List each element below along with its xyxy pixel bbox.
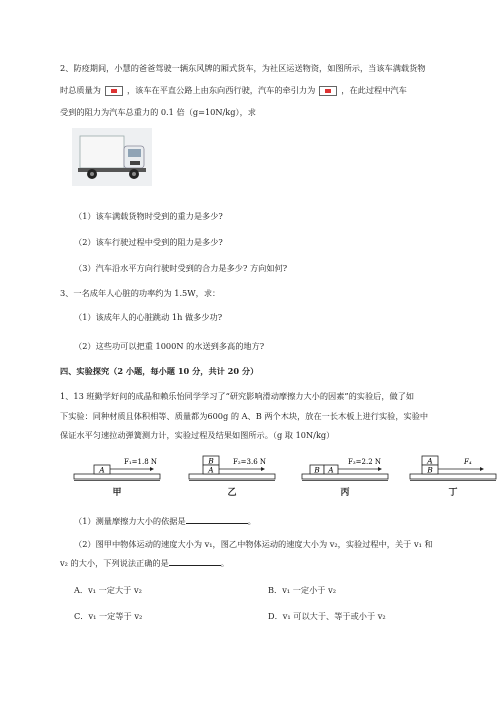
- q3-line1: 3、一名成年人心脏的功率约为 1.5W，求：: [60, 288, 221, 298]
- figure-ding: [408, 452, 498, 496]
- exp1-sub1: [74, 514, 256, 527]
- exp1-sub2-line1: （2）图甲中物体运动的速度大小为 v₁，图乙中物体运动的速度大小为 v₂，实验过程中，关于 v₁ 和: [74, 539, 433, 549]
- q2-line3: 受到的阻力为汽车总重力的 0.1 倍（g=10N/kg），求: [60, 107, 256, 117]
- q2-sub1: （1）该车满载货物时受到的重力是多少?: [74, 211, 223, 221]
- q2-line2-part2: ，该车在平直公路上由东向西行驶，汽车的牵引力为: [126, 85, 316, 95]
- answer-blank-2[interactable]: [169, 556, 221, 566]
- block-a: A: [427, 456, 433, 466]
- figure-bing: [300, 452, 390, 496]
- answer-blank-1[interactable]: [186, 514, 248, 524]
- q3-sub1: （1）该成年人的心脏跳动 1h 做多少功?: [74, 312, 223, 322]
- force-label: F₄: [464, 458, 472, 466]
- block-b: B: [208, 456, 214, 466]
- figure-label-bing: 丙: [340, 488, 350, 498]
- exp1-sub2-text: v₂ 的大小，下列说法正确的是: [60, 558, 169, 568]
- exp1-sub2-line2: [60, 556, 229, 569]
- exp1-line2: 下实验：同种材质且体积相等、质量都为600g 的 A、B 两个木块，放在一长木板上进行实验，实验中: [60, 411, 429, 421]
- block-a: A: [99, 465, 105, 475]
- force-label: F₃=2.2 N: [348, 458, 382, 466]
- option-a[interactable]: A．v₁ 一定大于 v₂: [74, 585, 142, 595]
- q2-sub2: （2）该车行驶过程中受到的阻力是多少?: [74, 237, 223, 247]
- section4-title: 四、实验探究（2 小题，每小题 10 分，共计 20 分）: [60, 366, 259, 376]
- figure-jia: [72, 452, 162, 496]
- block-a: A: [328, 465, 334, 475]
- exp1-sub1-text: （1）测量摩擦力大小的依据是: [74, 516, 186, 526]
- q2-line2: [60, 84, 407, 96]
- block-a: A: [208, 465, 214, 475]
- truck-image: [72, 128, 152, 186]
- figure-yi: [187, 452, 277, 496]
- figure-label-yi: 乙: [227, 488, 237, 498]
- figure-label-ding: 丁: [448, 488, 458, 498]
- option-d[interactable]: D．v₁ 可以大于、等于或小于 v₂: [268, 611, 386, 621]
- option-c[interactable]: C．v₁ 一定等于 v₂: [74, 611, 143, 621]
- q2-sub3: （3）汽车沿水平方向行驶时受到的合力是多少? 方向如何?: [74, 263, 288, 273]
- block-b: B: [427, 465, 433, 475]
- exp1-sub1-end: 。: [247, 516, 256, 526]
- q3-sub2: （2）这些功可以把重 1000N 的水送到多高的地方?: [74, 341, 265, 351]
- traction-force-value-image: [319, 86, 337, 96]
- q2-line2-part1: 时总质量为: [60, 85, 101, 95]
- exp1-sub2-end: 。: [220, 558, 229, 568]
- block-b: B: [314, 465, 320, 475]
- option-b[interactable]: B．v₁ 一定小于 v₂: [268, 585, 336, 595]
- q2-line1: 2、防疫期间，小慧的爸爸驾驶一辆东风牌的厢式货车，为社区运送物资，如图所示，当该车满载货物: [60, 63, 426, 73]
- force-label: F₂=3.6 N: [233, 458, 267, 466]
- figure-label-jia: 甲: [112, 488, 122, 498]
- force-label: F₁=1.8 N: [124, 458, 158, 466]
- exp1-line3: 保证水平匀速拉动弹簧测力计，实验过程及结果如图所示。（g 取 10N/kg）: [60, 430, 335, 440]
- exp1-line1: 1、13 班勤学好问的成晶和赖乐怡同学学习了“研究影响滑动摩擦力大小的因素”的实验后，做了如: [60, 391, 415, 401]
- mass-value-image: [105, 86, 123, 96]
- q2-line2-part3: ，在此过程中汽车: [341, 85, 407, 95]
